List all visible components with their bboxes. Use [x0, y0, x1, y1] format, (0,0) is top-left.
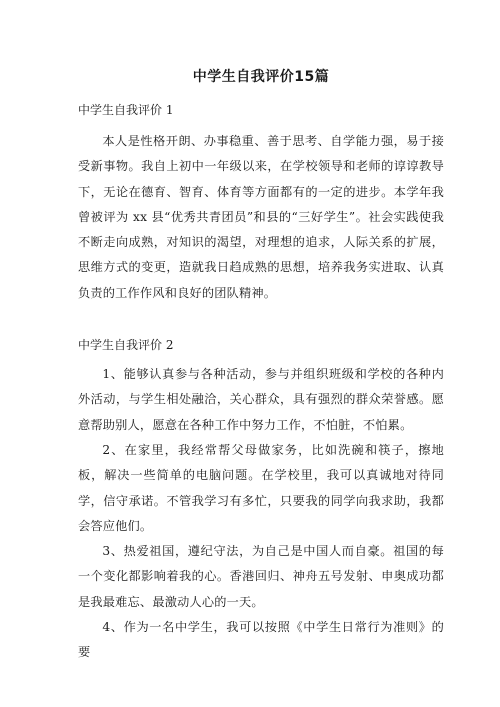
section-1	[78, 101, 444, 306]
paragraph: 2、在家里，我经常帮父母做家务，比如洗碗和筷子，擦地板，解决一些简单的电脑问题。在学校里，我可以真诚地对待同学，信守承诺。不管我学习有多忙，只要我的同学向我求助，我都会答应他们。	[78, 442, 444, 533]
section-heading: 中学生自我评价 1	[78, 103, 174, 117]
document-title: 中学生自我评价15篇	[192, 69, 330, 85]
paragraph: 本人是性格开朗、办事稳重、善于思考、自学能力强，易于接受新事物。我自上初中一年级以来，在学校领导和老师的谆谆教导下，无论在德育、智育、体育等方面都有的一定的进步。本学年我曾被评为 xx 县“优秀共青团员”和县的“三好学生”。社会实践使我不断走向成熟，对知识的渴望，对理想的追求，人际关系的扩展，思维方式的变更，造就我日趋成熟的思想，培养我务实进取、认真负责的工作作风和良好的团队精神。	[78, 134, 444, 300]
paragraph: 4、作为一名中学生，我可以按照《中学生日常行为准则》的要	[78, 620, 444, 660]
section-spacer	[78, 306, 444, 336]
section-2	[78, 336, 444, 666]
section-heading: 中学生自我评价 2	[78, 338, 174, 353]
paragraph: 1、能够认真参与各种活动，参与并组织班级和学校的各种内外活动，与学生相处融洽，关心群众，具有强烈的群众荣誉感。愿意帮助别人，愿意在各种工作中努力工作，不怕脏，不怕累。	[78, 367, 444, 432]
paragraph: 3、热爱祖国，遵纪守法，为自己是中国人而自豪。祖国的每一个变化都影响着我的心。香港回归、神舟五号发射、申奥成功都是我最难忘、最激动人心的一天。	[78, 544, 444, 609]
